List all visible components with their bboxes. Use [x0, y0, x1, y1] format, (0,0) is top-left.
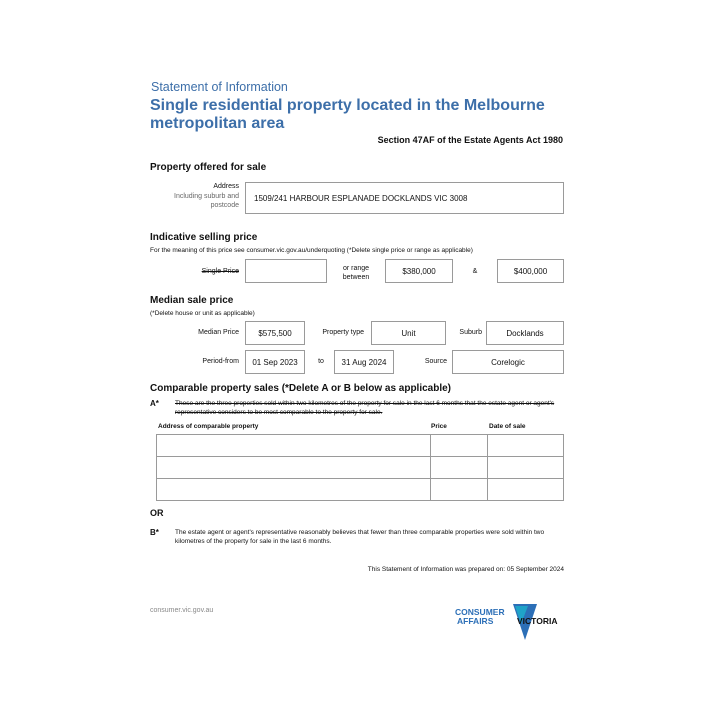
median-note: (*Delete house or unit as applicable)	[150, 310, 255, 317]
address-field: 1509/241 HARBOUR ESPLANADE DOCKLANDS VIC 3008	[245, 182, 564, 214]
range-amp: &	[472, 268, 478, 275]
median-price-heading: Median sale price	[150, 295, 234, 306]
table-cell	[431, 435, 488, 457]
col-address-header: Address of comparable property	[158, 423, 259, 430]
table-cell	[488, 479, 564, 501]
table-cell	[157, 457, 431, 479]
footer-url: consumer.vic.gov.au	[150, 607, 214, 614]
table-cell	[488, 457, 564, 479]
comparable-table	[156, 434, 564, 501]
property-type-label: Property type	[322, 329, 364, 336]
period-from-label: Period-from	[202, 358, 239, 365]
table-cell	[488, 435, 564, 457]
indicative-price-note: For the meaning of this price see consumer.vic.gov.au/underquoting (*Delete single price or range as applicable)	[150, 247, 473, 254]
prepared-date: This Statement of Information was prepared on: 05 September 2024	[367, 566, 564, 573]
period-to-label: to	[318, 358, 324, 365]
or-separator: OR	[150, 508, 164, 518]
logo-line2: AFFAIRS	[457, 616, 494, 626]
range-label: or range between	[342, 265, 370, 281]
document-subtitle: Statement of Information	[151, 80, 288, 94]
table-row	[157, 435, 564, 457]
table-row	[157, 479, 564, 501]
suburb-label: Suburb	[459, 329, 482, 336]
median-price-label: Median Price	[198, 329, 239, 336]
table-cell	[431, 479, 488, 501]
median-price-field: $575,500	[245, 321, 305, 345]
property-offered-heading: Property offered for sale	[150, 162, 267, 173]
option-a-text: These are the three properties sold within two kilometres of the property for sale in the last 6 months that the estate agent or agent's representative considers to be most comparable to the property for sale.	[175, 400, 555, 416]
consumer-affairs-logo	[455, 602, 567, 642]
single-price-field	[245, 259, 327, 283]
logo-line1: CONSUMER	[455, 607, 505, 617]
suburb-field: Docklands	[486, 321, 564, 345]
range-high-field: $400,000	[497, 259, 564, 283]
range-low-field: $380,000	[385, 259, 453, 283]
period-to-field: 31 Aug 2024	[334, 350, 394, 374]
source-label: Source	[424, 358, 447, 365]
option-a-marker: A*	[150, 399, 159, 408]
act-reference: Section 47AF of the Estate Agents Act 1980	[377, 135, 563, 145]
period-from-field: 01 Sep 2023	[245, 350, 305, 374]
option-b-text: The estate agent or agent's representative reasonably believes that fewer than three comparable properties were sold within two kilometres of the property for sale in the last 6 months.	[175, 529, 545, 545]
document-title: Single residential property located in the Melbourne metropolitan area	[150, 97, 545, 132]
address-label: Address	[213, 183, 239, 190]
source-field: Corelogic	[452, 350, 564, 374]
logo-word: VICTORIA	[517, 616, 558, 626]
table-row	[157, 457, 564, 479]
col-price-header: Price	[431, 423, 447, 430]
table-cell	[157, 479, 431, 501]
col-date-header: Date of sale	[489, 423, 526, 430]
table-cell	[431, 457, 488, 479]
indicative-price-heading: Indicative selling price	[150, 232, 258, 243]
table-cell	[157, 435, 431, 457]
comparable-heading: Comparable property sales (*Delete A or B below as applicable)	[150, 383, 452, 394]
property-type-field: Unit	[371, 321, 446, 345]
address-sublabel: Including suburb and postcode	[174, 193, 239, 209]
single-price-label: Single Price	[201, 268, 239, 275]
option-b-marker: B*	[150, 528, 159, 537]
